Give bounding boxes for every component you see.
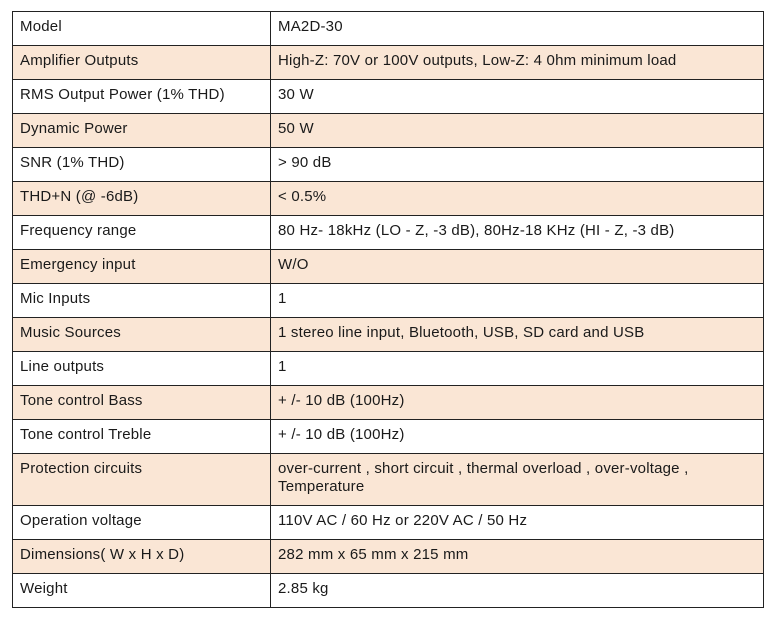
spec-value: + /- 10 dB (100Hz) — [271, 420, 764, 454]
spec-value: 2.85 kg — [271, 574, 764, 608]
spec-label: RMS Output Power (1% THD) — [13, 80, 271, 114]
spec-label: Dynamic Power — [13, 114, 271, 148]
spec-label: Operation voltage — [13, 506, 271, 540]
spec-label: Line outputs — [13, 352, 271, 386]
table-row — [13, 540, 764, 574]
table-row — [13, 250, 764, 284]
table-row — [13, 574, 764, 608]
spec-label: Protection circuits — [13, 454, 271, 506]
spec-value: < 0.5% — [271, 182, 764, 216]
spec-value: over-current , short circuit , thermal overload , over-voltage , Temperature — [271, 454, 764, 506]
spec-table — [12, 11, 764, 608]
spec-label: THD+N (@ -6dB) — [13, 182, 271, 216]
spec-label: Weight — [13, 574, 271, 608]
spec-value: 1 — [271, 284, 764, 318]
table-row — [13, 182, 764, 216]
table-row — [13, 46, 764, 80]
table-row — [13, 12, 764, 46]
spec-label: Tone control Bass — [13, 386, 271, 420]
table-row — [13, 284, 764, 318]
table-row — [13, 216, 764, 250]
spec-value: > 90 dB — [271, 148, 764, 182]
spec-value: 30 W — [271, 80, 764, 114]
table-row — [13, 386, 764, 420]
spec-label: Music Sources — [13, 318, 271, 352]
spec-value: 1 — [271, 352, 764, 386]
spec-label: Emergency input — [13, 250, 271, 284]
table-row — [13, 80, 764, 114]
spec-value: + /- 10 dB (100Hz) — [271, 386, 764, 420]
spec-value: 80 Hz- 18kHz (LO - Z, -3 dB), 80Hz-18 KHz (HI - Z, -3 dB) — [271, 216, 764, 250]
table-row — [13, 352, 764, 386]
spec-label: Tone control Treble — [13, 420, 271, 454]
spec-value: MA2D-30 — [271, 12, 764, 46]
table-row — [13, 506, 764, 540]
spec-value: 50 W — [271, 114, 764, 148]
spec-value: 110V AC / 60 Hz or 220V AC / 50 Hz — [271, 506, 764, 540]
table-row — [13, 420, 764, 454]
table-row — [13, 318, 764, 352]
table-row — [13, 454, 764, 506]
spec-value: W/O — [271, 250, 764, 284]
spec-label: Amplifier Outputs — [13, 46, 271, 80]
spec-label: Mic Inputs — [13, 284, 271, 318]
table-row — [13, 148, 764, 182]
spec-label: SNR (1% THD) — [13, 148, 271, 182]
spec-value: 1 stereo line input, Bluetooth, USB, SD card and USB — [271, 318, 764, 352]
spec-label: Model — [13, 12, 271, 46]
table-row — [13, 114, 764, 148]
spec-label: Dimensions( W x H x D) — [13, 540, 271, 574]
spec-value: High-Z: 70V or 100V outputs, Low-Z: 4 0hm minimum load — [271, 46, 764, 80]
spec-value: 282 mm x 65 mm x 215 mm — [271, 540, 764, 574]
spec-label: Frequency range — [13, 216, 271, 250]
